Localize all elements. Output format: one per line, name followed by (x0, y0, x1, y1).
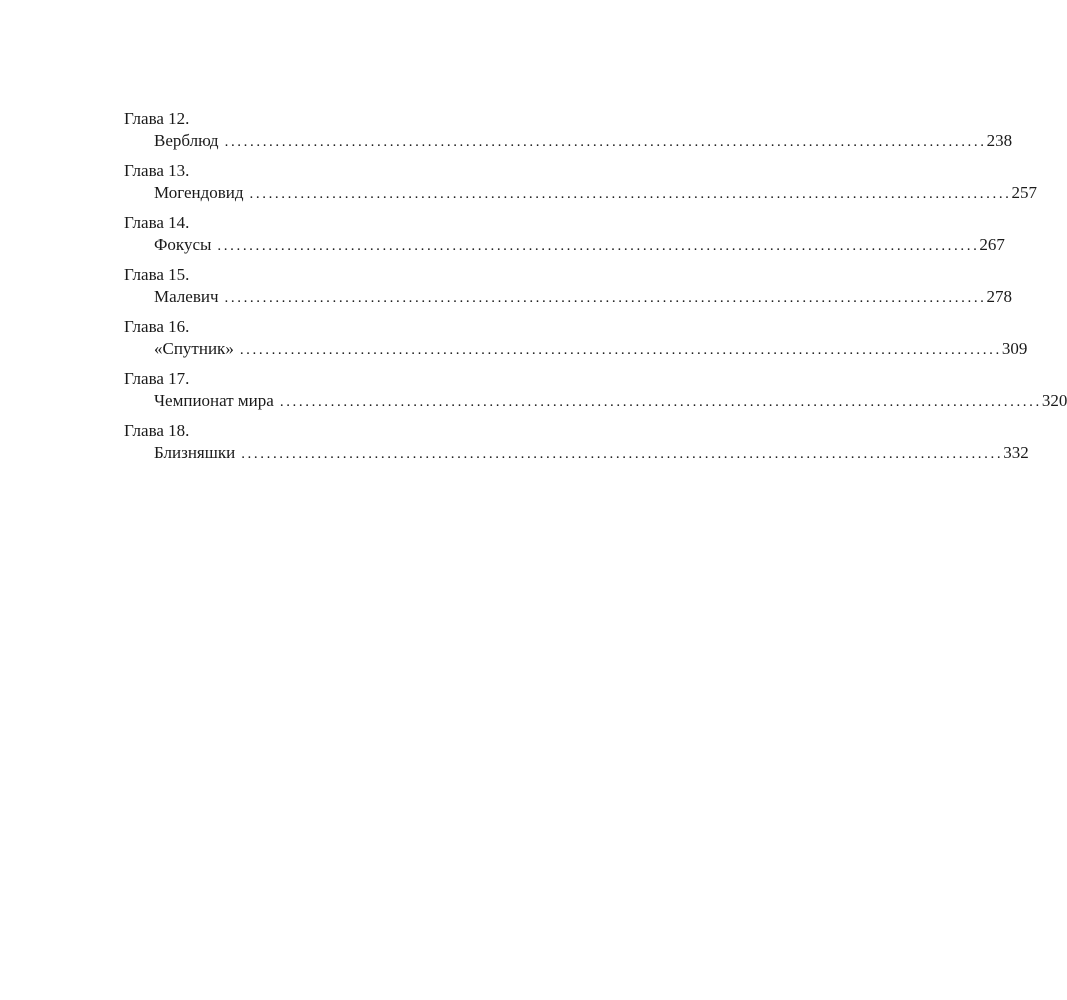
page-number: 332 (1003, 443, 1029, 462)
toc-entry-chapter-18 (124, 420, 1029, 472)
chapter-title-line (154, 338, 1028, 360)
toc-entry-chapter-13 (124, 160, 1038, 212)
page-number: 309 (1001, 339, 1028, 358)
toc-entry-chapter-12 (124, 108, 1013, 160)
page-number: 320 (1041, 391, 1067, 410)
chapter-title: Близняшки (154, 443, 236, 462)
chapter-title: «Спутник» (154, 339, 234, 358)
dot-leader: ........................................................................................................................ (224, 134, 987, 150)
dot-leader: ........................................................................................................................ (279, 394, 1042, 410)
toc-entry-chapter-16 (124, 316, 1028, 368)
chapter-title: Малевич (154, 287, 219, 306)
chapter-title-line (154, 182, 1038, 204)
page-number: 257 (1011, 183, 1038, 202)
chapter-title-line (154, 390, 1067, 412)
chapter-title: Чемпионат мира (154, 391, 274, 410)
chapter-label: Глава 15. (124, 265, 190, 284)
page-number: 238 (986, 131, 1013, 150)
dot-leader: ........................................................................................................................ (239, 342, 1002, 358)
toc-entry-chapter-14 (124, 212, 1005, 264)
chapter-label: Глава 13. (124, 161, 190, 180)
chapter-title: Могендовид (154, 183, 244, 202)
chapter-label: Глава 14. (124, 213, 190, 232)
dot-leader: ........................................................................................................................ (241, 446, 1004, 462)
toc-entry-chapter-17 (124, 368, 1067, 420)
chapter-label: Глава 12. (124, 109, 190, 128)
toc-entry-chapter-15 (124, 264, 1013, 316)
chapter-label: Глава 17. (124, 369, 190, 388)
page-number: 278 (986, 287, 1013, 306)
dot-leader: ........................................................................................................................ (224, 290, 987, 306)
chapter-title-line (154, 130, 1013, 152)
dot-leader: ........................................................................................................................ (249, 186, 1012, 202)
chapter-title-line (154, 234, 1005, 256)
chapter-label: Глава 16. (124, 317, 190, 336)
chapter-label: Глава 18. (124, 421, 190, 440)
chapter-title: Верблюд (154, 131, 219, 150)
dot-leader: ........................................................................................................................ (217, 238, 980, 254)
chapter-title: Фокусы (154, 235, 212, 254)
chapter-title-line (154, 286, 1013, 308)
chapter-title-line (154, 442, 1029, 464)
table-of-contents (124, 108, 1067, 472)
page-number: 267 (979, 235, 1005, 254)
